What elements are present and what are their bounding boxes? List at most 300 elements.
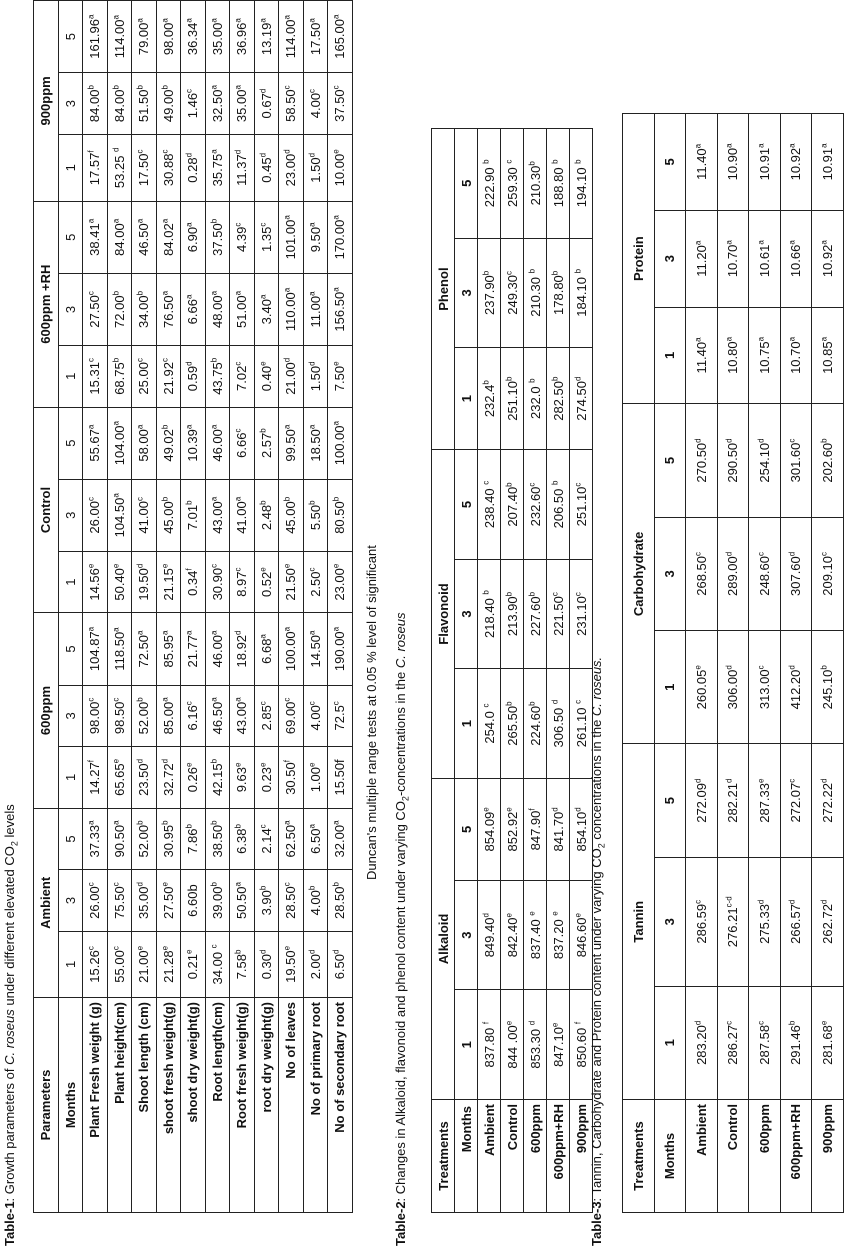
significance-letter: d (550, 807, 560, 812)
table-cell (230, 613, 255, 685)
table-cell (478, 669, 501, 779)
table-cell (328, 479, 353, 551)
cell-value: 841.70 (550, 811, 566, 852)
table-cell (107, 551, 132, 613)
significance-letter: a (787, 143, 797, 148)
significance-letter: e (504, 913, 514, 918)
significance-letter: d (184, 361, 194, 366)
significance-letter: a (307, 291, 317, 296)
table-cell (812, 517, 844, 630)
significance-letter: a (160, 290, 170, 296)
table-cell (547, 450, 570, 560)
table-cell (303, 134, 328, 201)
month-header: 5 (58, 808, 83, 870)
cell-value: 58.00 (136, 429, 152, 462)
cell-value: 46.50 (136, 223, 152, 256)
cell-value: 10.92 (788, 147, 804, 181)
table-cell (780, 986, 812, 1099)
table-cell (328, 747, 353, 809)
cell-value: 104.87 (87, 631, 103, 672)
cell-value: 14.50 (307, 634, 323, 668)
months-header: Months (58, 998, 83, 1213)
significance-letter: d (693, 438, 703, 443)
significance-letter: a (184, 294, 194, 300)
cell-value: 194.10 (573, 163, 589, 208)
significance-letter: c (86, 358, 96, 363)
cell-value: 43.00 (209, 501, 225, 534)
table2-caption: Table-2: Changes in Alkaloid, flavonoid and phenol content under varying $CO_2$-concentrations in the C. roseus (393, 612, 411, 1246)
cell-value: 75.50 (111, 886, 127, 919)
cell-value: 266.57 (788, 904, 804, 944)
table-cell (524, 880, 547, 990)
cell-value: 99.50 (283, 429, 299, 462)
significance-letter: d (787, 551, 797, 557)
table-row (132, 1, 157, 1213)
significance-letter: b (527, 378, 537, 383)
table1-wrapper (33, 0, 353, 1213)
table-cell (83, 747, 108, 809)
significance-letter: a (209, 290, 219, 296)
cell-value: 84.02 (160, 223, 176, 256)
significance-letter: e (184, 762, 194, 767)
month-header: 3 (455, 559, 478, 669)
cell-value: 68.75 (111, 362, 127, 395)
table-cell (328, 808, 353, 870)
cell-value: 184.10 (573, 273, 589, 317)
table-cell (812, 210, 844, 307)
month-header: 1 (58, 551, 83, 613)
table-cell (181, 407, 206, 479)
cell-value: 21.00 (136, 950, 152, 983)
group-header: Phenol (432, 129, 455, 450)
significance-letter: c (282, 697, 292, 702)
month-header: 3 (58, 273, 83, 345)
month-header: 5 (654, 404, 686, 517)
cell-value: 282.21 (725, 783, 741, 823)
table-cell (132, 870, 157, 932)
table-cell (254, 685, 279, 747)
significance-letter: a (756, 336, 766, 342)
cell-value: 84.00 (111, 223, 127, 256)
significance-letter: e (160, 563, 170, 569)
table-cell (812, 631, 844, 744)
table-cell (107, 346, 132, 408)
cell-value: 847.90 (527, 810, 543, 851)
cell-value: 6.50 (307, 828, 323, 854)
month-header: 5 (58, 407, 83, 479)
month-header: 1 (58, 747, 83, 809)
significance-letter: d (258, 88, 268, 94)
cell-value: 18.92 (234, 634, 250, 668)
cell-value: 275.33 (756, 904, 772, 944)
table-row (205, 1, 230, 1213)
significance-letter: c-d (724, 896, 734, 908)
significance-letter: b (504, 701, 514, 706)
table-cell (328, 551, 353, 613)
cell-value: 272.22 (819, 783, 835, 823)
significance-letter: a (331, 820, 341, 825)
significance-letter: a (331, 14, 341, 19)
table-cell (83, 870, 108, 932)
significance-letter: c (693, 552, 703, 556)
table-row (478, 129, 501, 1213)
significance-letter: e (160, 882, 170, 887)
cell-value: 7.01 (185, 504, 201, 531)
table-cell (749, 114, 781, 211)
cell-value: 4.00 (307, 705, 323, 731)
cell-value: 221.50 (550, 596, 566, 636)
cell-value: 37.50 (332, 89, 348, 122)
table-cell (132, 346, 157, 408)
table-cell (205, 613, 230, 685)
table-cell (181, 931, 206, 997)
table2-months-row (455, 129, 478, 1213)
table-cell (279, 551, 304, 613)
table-cell (686, 404, 718, 517)
cell-value: 32.50 (209, 89, 225, 123)
cell-value: 10.75 (756, 341, 772, 374)
cell-value: 11.00 (307, 295, 323, 328)
table-cell (205, 479, 230, 551)
significance-letter: b (527, 268, 537, 274)
table-row (107, 1, 132, 1213)
significance-letter: a (819, 240, 829, 245)
table-cell (303, 870, 328, 932)
cell-value: 46.00 (209, 429, 225, 462)
table-cell (547, 880, 570, 990)
significance-letter: c (693, 899, 703, 904)
significance-letter: c (481, 703, 491, 708)
significance-letter: d (724, 438, 734, 443)
significance-letter: c (135, 497, 145, 502)
significance-letter: b (209, 882, 219, 887)
cell-value: 34.00 (136, 295, 152, 328)
table-cell (303, 407, 328, 479)
month-header: 3 (58, 73, 83, 135)
cell-value: 118.50 (111, 631, 127, 671)
table-row (254, 1, 279, 1213)
table-cell (254, 479, 279, 551)
cell-value: 34.00 (209, 948, 225, 985)
table-row (780, 114, 812, 1213)
significance-letter: c (307, 88, 317, 93)
table-cell (230, 73, 255, 135)
table-cell (501, 238, 524, 348)
significance-letter: b (307, 500, 317, 505)
table-cell (254, 613, 279, 685)
significance-letter: d (282, 357, 292, 363)
table-cell (780, 307, 812, 404)
cell-value: 5.50 (307, 504, 323, 531)
table-cell (254, 407, 279, 479)
table-cell (570, 559, 593, 669)
group-header: Tannin (623, 744, 655, 1100)
significance-letter: e (282, 945, 292, 951)
significance-letter: a (209, 85, 219, 90)
cell-value: 32.00 (332, 824, 348, 858)
cell-value: 35.00 (136, 886, 152, 920)
table-cell (181, 201, 206, 273)
table-cell (686, 857, 718, 986)
significance-letter: a (111, 421, 121, 426)
significance-letter: c (184, 88, 194, 93)
table-cell (547, 129, 570, 239)
cell-value: 0.26 (185, 766, 201, 793)
table-cell (107, 931, 132, 997)
table-cell (156, 551, 181, 613)
significance-letter: c (86, 497, 96, 502)
table-cell (501, 778, 524, 880)
table-cell (478, 348, 501, 450)
cell-value: 286.27 (725, 1024, 741, 1065)
cell-value: 10.70 (725, 244, 741, 278)
table2-wrapper (431, 128, 593, 1213)
significance-letter: a (111, 218, 121, 224)
cell-value: 49.00 (160, 89, 176, 123)
significance-letter: d (573, 376, 583, 382)
significance-letter: a (724, 240, 734, 245)
significance-letter: a (184, 222, 194, 227)
table-row (181, 1, 206, 1213)
significance-letter: b (550, 270, 560, 276)
cell-value: 287.58 (756, 1024, 772, 1065)
table-cell (547, 990, 570, 1100)
significance-letter: a (258, 294, 268, 300)
table-cell (717, 986, 749, 1099)
table-cell (205, 273, 230, 345)
table-cell (501, 880, 524, 990)
table-cell (132, 747, 157, 809)
cell-value: 6.16 (185, 705, 201, 731)
table-cell (181, 346, 206, 408)
significance-letter: a (307, 824, 317, 829)
significance-letter: a (307, 424, 317, 430)
cell-value: 270.50 (693, 442, 709, 483)
table-cell (501, 669, 524, 779)
significance-letter: b (184, 824, 194, 829)
table-cell (156, 931, 181, 997)
table-cell (686, 210, 718, 307)
significance-letter: c (573, 699, 583, 704)
significance-letter: c (111, 697, 121, 702)
cell-value: 39.00 (209, 886, 225, 920)
significance-letter: b (86, 85, 96, 90)
month-header: 3 (58, 870, 83, 932)
table-cell (303, 613, 328, 685)
month-header: 1 (455, 669, 478, 779)
significance-letter: e (184, 949, 194, 954)
significance-letter: b (209, 820, 219, 825)
cell-value: 69.00 (283, 701, 299, 735)
table-cell (303, 1, 328, 73)
table-cell (547, 559, 570, 669)
significance-letter: b (135, 290, 145, 296)
cell-value: 837.20 (550, 915, 566, 960)
table-cell (303, 808, 328, 870)
significance-letter: c (504, 270, 514, 275)
cell-value: 9.63 (234, 766, 250, 793)
month-header: 1 (455, 990, 478, 1100)
significance-letter: e (756, 778, 766, 784)
table-cell (230, 346, 255, 408)
cell-value: 72.50 (136, 634, 152, 668)
cell-value: 0.59 (185, 365, 201, 392)
cell-value: 27.50 (160, 886, 176, 920)
cell-value: 206.50 (550, 485, 566, 529)
table-cell (83, 931, 108, 997)
cell-value: 35.00 (234, 89, 250, 123)
group-header: 600ppm (34, 613, 59, 808)
cell-value: 254.0 (481, 707, 497, 744)
significance-letter: a (819, 336, 829, 342)
cell-value: 10.70 (788, 341, 804, 374)
table-cell (328, 685, 353, 747)
row-label: root dry weight(g) (254, 998, 279, 1213)
cell-value: 85.00 (160, 701, 176, 735)
table-cell (83, 273, 108, 345)
table-cell (749, 631, 781, 744)
significance-letter: c (86, 946, 96, 951)
cell-value: 58.50 (283, 89, 299, 122)
table-cell (230, 747, 255, 809)
cell-value: 10.00 (332, 153, 348, 187)
significance-letter: e (504, 807, 514, 812)
table-cell (686, 631, 718, 744)
table-cell (279, 346, 304, 408)
table-cell (156, 1, 181, 73)
cell-value: 170.00 (332, 219, 348, 260)
table-cell (501, 559, 524, 669)
significance-letter: c (307, 567, 317, 572)
cell-value: 268.50 (693, 556, 709, 596)
table-cell (570, 238, 593, 348)
significance-letter: b (527, 701, 537, 706)
significance-letter: c (573, 482, 583, 487)
significance-letter: e (111, 758, 121, 764)
table-cell (156, 73, 181, 135)
significance-letter: c (86, 291, 96, 296)
significance-letter: b (135, 697, 145, 702)
cell-value: 23.50 (136, 763, 152, 796)
significance-letter: b (258, 428, 268, 433)
cell-value: 232.0 (527, 382, 543, 419)
row-label: 600ppm+RH (780, 1100, 812, 1213)
significance-letter: b (282, 496, 292, 502)
months-header: Months (455, 1100, 478, 1213)
treatments-header: Treatments (432, 1100, 455, 1213)
cell-value: 853.30 (527, 1025, 543, 1069)
month-header: 3 (455, 880, 478, 990)
significance-letter: b (819, 665, 829, 670)
significance-letter: a (307, 18, 317, 23)
month-header: 5 (654, 744, 686, 857)
significance-letter: b (481, 380, 491, 385)
cell-value: 156.50 (332, 291, 348, 332)
month-header: 3 (58, 479, 83, 551)
cell-value: 210.30 (527, 165, 543, 206)
cell-value: 0.67 (258, 93, 274, 119)
significance-letter: b (504, 376, 514, 382)
month-header: 5 (58, 1, 83, 73)
significance-letter: c (184, 701, 194, 706)
table-cell (254, 870, 279, 932)
cell-value: 21.50 (283, 568, 299, 601)
month-header: 1 (58, 931, 83, 997)
significance-letter: b (527, 161, 537, 166)
significance-letter: b (481, 590, 491, 595)
table-row (328, 1, 353, 1213)
significance-letter: b (527, 591, 537, 597)
table-cell (478, 450, 501, 560)
significance-letter: a (282, 626, 292, 632)
significance-letter: a (693, 143, 703, 149)
significance-letter: a (111, 820, 121, 825)
significance-letter: d (184, 152, 194, 158)
significance-letter: a (282, 820, 292, 825)
cell-value: 2.00 (307, 953, 323, 980)
significance-letter: a (258, 634, 268, 639)
cell-value: 272.09 (693, 783, 709, 823)
significance-letter: d (787, 899, 797, 905)
cell-value: 38.50 (209, 824, 225, 858)
table-cell (749, 404, 781, 517)
cell-value: 291.46 (788, 1025, 804, 1065)
cell-value: 114.00 (283, 19, 299, 59)
cell-value: 847.10 (550, 1027, 566, 1067)
table-cell (303, 747, 328, 809)
cell-value: 190.00 (332, 631, 348, 672)
table-cell (132, 479, 157, 551)
significance-letter: a (111, 15, 121, 20)
cell-value: 104.50 (111, 497, 127, 538)
cell-value: 412.20 (788, 669, 804, 710)
cell-value: 8.97 (234, 571, 250, 597)
cell-value: 100.00 (332, 425, 348, 466)
table-cell (279, 201, 304, 273)
table-cell (524, 990, 547, 1100)
cell-value: 1.46 (185, 92, 201, 119)
table-cell (83, 201, 108, 273)
cell-value: 0.45 (258, 157, 274, 183)
table-cell (156, 201, 181, 273)
cell-value: 846.60 (573, 917, 589, 958)
table-cell (524, 669, 547, 779)
significance-letter: a (86, 820, 96, 825)
row-label: No of primary root (303, 998, 328, 1213)
table-cell (230, 479, 255, 551)
table-cell (132, 73, 157, 135)
table-cell (328, 134, 353, 201)
group-header: Alkaloid (432, 778, 455, 1099)
month-header: 3 (654, 857, 686, 986)
month-header: 5 (58, 201, 83, 273)
cell-value: 101.00 (283, 219, 299, 260)
significance-letter: e (86, 563, 96, 569)
group-header: 600ppm +RH (34, 201, 59, 407)
table-cell (107, 613, 132, 685)
row-label: shoot dry weight(g) (181, 998, 206, 1213)
table-cell (780, 404, 812, 517)
significance-letter: b (258, 500, 268, 505)
table-cell (328, 870, 353, 932)
cell-value: 0.40 (258, 365, 274, 392)
cell-value: 188.80 (550, 163, 566, 208)
table-cell (328, 201, 353, 273)
significance-letter: a (111, 627, 121, 632)
cell-value: 52.00 (136, 824, 152, 858)
cell-value: 30.88 (160, 153, 176, 187)
cell-value: 213.90 (504, 596, 520, 637)
